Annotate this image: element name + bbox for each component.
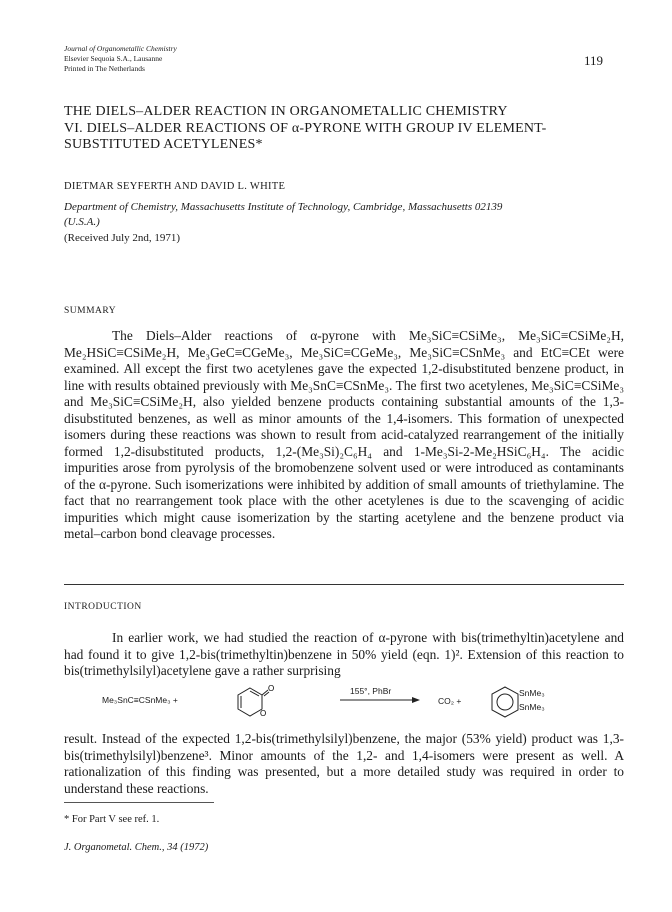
carbonyl-oxygen: O [268,684,275,693]
benzene-ring [492,687,518,717]
journal-name: Journal of Organometallic Chemistry [64,44,177,53]
intro-text-1: In earlier work, we had studied the reaction of α-pyrone with bis(trimethyltin)acetylene and had found it to give 1,2-bis(trimethyltin)benzene in 50% yield (eqn. 1)². Extension of this reaction to bis(trimethylsilyl)acetylene gave a rather surprising [64,630,624,678]
ring-oxygen: O [260,709,267,718]
aromatic-circle [497,694,513,710]
page-number: 119 [584,53,604,68]
journal-header [64,44,177,74]
eqn-substituent-2: SnMe₃ [519,702,545,712]
pyrone-structure [232,683,282,723]
title-line-1: THE DIELS–ALDER REACTION IN ORGANOMETALLIC CHEMISTRY [64,104,508,119]
summary-text [64,328,624,543]
authors: DIETMAR SEYFERTH AND DAVID L. WHITE [64,181,286,192]
section-divider [64,584,624,585]
affiliation-line-2: (U.S.A.) [64,216,100,228]
introduction-heading: INTRODUCTION [64,602,142,612]
reaction-conditions: 155°, PhBr [350,686,392,696]
received-date: (Received July 2nd, 1971) [64,232,181,244]
arrow-head [412,697,420,703]
equation-1 [64,683,624,723]
footnote: * For Part V see ref. 1. [64,814,160,825]
pyrone-ring [238,688,262,716]
article-title [64,104,624,154]
title-line-3: SUBSTITUTED ACETYLENES* [64,137,263,152]
footnote-rule [64,802,214,803]
affiliation [64,200,624,230]
summary-heading: SUMMARY [64,306,117,316]
publisher: Elsevier Sequoia S.A., Lausanne [64,54,163,63]
title-line-2: VI. DIELS–ALDER REACTIONS OF α-PYRONE WITH GROUP IV ELEMENT- [64,120,547,136]
summary-paragraph: The Diels–Alder reactions of α-pyrone with Me₃SiC≡CSiMe₃, Me₃SiC≡CSiMe₂H, Me₂HSiC≡CSiMe₂H, Me₃GeC≡CGeMe₃, Me₃SiC≡CGeMe₃, Me₃SiC≡CSnMe₃ and EtC≡CEt were examined. All except the first two acetylenes gave the expected 1,2-disubstituted benzene product, in line with results obtained previously with Me₃SnC≡CSnMe₃. The first two acetylenes, Me₃SiC≡CSiMe₃ and Me₃SiC≡CSiMe₂H, also yielded benzene products containing substantial amounts of the 1,3-disubstituted benzenes, as well as minor amounts of the 1,4-isomers. This formation of unexpected isomers during these reactions was shown to result from acid-catalyzed rearrangement of the initially formed 1,2-disubstituted products, 1,2-(Me₃Si)₂C₆H₄ and 1-Me₃Si-2-Me₂HSiC₆H₄. The acidic impurities arose from pyrolysis of the bromobenzene solvent used or were introduced as contaminants of the α-pyrone. Such isomerizations were inhibited by addition of small amounts of triethylamine. The fact that no rearrangement took place with the other acetylenes is due to the scavenging of acidic impurities which might cause isomerization by the starting acetylene and the benzene product via metal–carbon bond cleavage processes. [64,328,624,541]
printed-location: Printed in The Netherlands [64,64,145,73]
pyrone-double-bond-2 [250,691,259,696]
reaction-arrow [340,695,420,705]
eqn-co2: CO₂ + [438,696,462,706]
introduction-paragraph-2 [64,731,624,797]
intro-text-2: result. Instead of the expected 1,2-bis(trimethylsilyl)benzene, the major (53% yield) product was 1,3-bis(trimethylsilyl)benzene³. Minor amounts of the 1,2- and 1,4-isomers were present as well. A rationalization of this finding was presented, but a more detailed study was required in order to understand these reactions. [64,731,624,796]
eqn-substituent-1: SnMe₃ [519,688,545,698]
eqn-reactant: Me₃SnC≡CSnMe₃ + [102,695,178,705]
introduction-paragraph-1 [64,630,624,680]
affiliation-line-1: Department of Chemistry, Massachusetts Institute of Technology, Cambridge, Massachusetts 02139 [64,201,503,213]
journal-citation: J. Organometal. Chem., 34 (1972) [64,842,209,853]
